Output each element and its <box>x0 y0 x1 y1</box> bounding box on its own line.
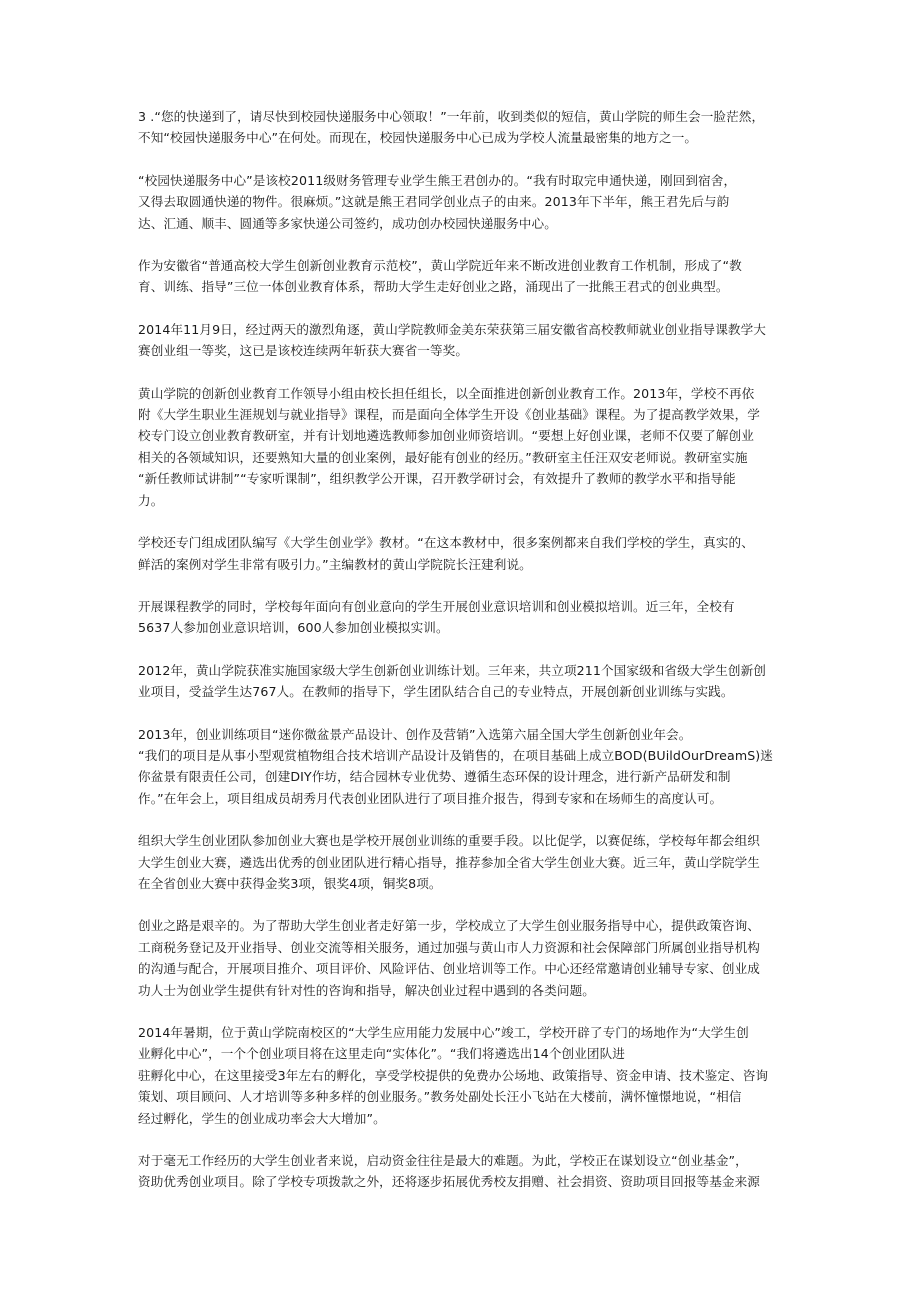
text-line: 附《大学生职业生涯规划与就业指导》课程，而是面向全体学生开设《创业基础》课程。为了提高教学效果，学 <box>138 407 760 423</box>
text-line: 你盆景有限责任公司，创建DIY作坊，结合园林专业优势、遵循生态环保的设计理念，进行新产品研发和制 <box>138 769 731 785</box>
text-line: 力。 <box>138 492 164 508</box>
text-line: 功人士为创业学生提供有针对性的咨询和指导，解决创业过程中遇到的各类问题。 <box>138 982 595 998</box>
paragraph <box>138 532 786 575</box>
text-line: 的沟通与配合，开展项目推介、项目评价、风险评估、创业培训等工作。中心还经常邀请创业辅导专家、创业成 <box>138 961 760 977</box>
text-line: 相关的各领域知识，还要熟知大量的创业案例，最好能有创业的经历。”教研室主任汪双安老师说。教研室实施 <box>138 449 748 465</box>
text-line: 策划、项目顾问、人才培训等多种多样的创业服务。”教务处副处长汪小飞站在大楼前，满怀憧憬地说，“相信 <box>138 1089 742 1105</box>
text-line: 大学生创业大赛，遴选出优秀的创业团队进行精心指导，推荐参加全省大学生创业大赛。近三年，黄山学院学生 <box>138 854 760 870</box>
paragraph <box>138 106 786 149</box>
text-line: 达、汇通、顺丰、圆通等多家快递公司签约，成功创办校园快递服务中心。 <box>138 215 557 231</box>
text-line: 驻孵化中心，在这里接受3年左右的孵化，享受学校提供的免费办公场地、政策指导、资金申请、技术鉴定、咨询 <box>138 1067 769 1083</box>
text-line: 工商税务登记及开业指导、创业交流等相关服务，通过加强与黄山市人力资源和社会保障部门所属创业指导机构 <box>138 939 760 955</box>
text-line: 业孵化中心”，一个个创业项目将在这里走向“实体化”。“我们将遴选出14个创业团队进 <box>138 1046 626 1062</box>
paragraph <box>138 596 786 639</box>
document-page <box>138 106 786 1214</box>
text-line: 在全省创业大赛中获得金奖3项，银奖4项，铜奖8项。 <box>138 875 442 891</box>
text-line: 育、训练、指导”三位一体创业教育体系，帮助大学生走好创业之路，涌现出了一批熊王君式的创业典型。 <box>138 279 729 295</box>
paragraph <box>138 255 786 298</box>
text-line: 校专门设立创业教育教研室，并有计划地遴选教师参加创业师资培训。“要想上好创业课，老师不仅要了解创业 <box>138 428 754 444</box>
text-line: 2014年11月9日，经过两天的激烈角逐，黄山学院教师金美东荣获第三届安徽省高校教师就业创业指导课教学大 <box>138 321 767 337</box>
text-line: 作为安徽省“普通高校大学生创新创业教育示范校”，黄山学院近年来不断改进创业教育工作机制，形成了“教 <box>138 258 742 274</box>
paragraph <box>138 1022 786 1129</box>
text-line: 2012年，黄山学院获准实施国家级大学生创新创业训练计划。三年来，共立项211个国家级和省级大学生创新创 <box>138 662 767 678</box>
text-line: 资助优秀创业项目。除了学校专项拨款之外，还将逐步拓展优秀校友捐赠、社会捐资、资助项目回报等基金来源 <box>138 1174 760 1190</box>
text-line: “校园快递服务中心”是该校2011级财务管理专业学生熊王君创办的。“我有时取完申通快递，刚回到宿舍， <box>138 172 737 188</box>
paragraph <box>138 319 786 362</box>
text-line: “我们的项目是从事小型观赏植物组合技术培训产品设计及销售的，在项目基础上成立BOD(BUildOurDreamS)迷 <box>138 747 773 763</box>
paragraph <box>138 830 786 894</box>
text-line: 3 .“您的快递到了，请尽快到校园快递服务中心领取！”一年前，收到类似的短信，黄山学院的师生会一脸茫然， <box>138 109 765 124</box>
paragraph <box>138 1150 786 1193</box>
text-line: 开展课程教学的同时，学校每年面向有创业意向的学生开展创业意识培训和创业模拟培训。近三年，全校有 <box>138 598 735 614</box>
paragraph <box>138 170 786 234</box>
text-line: 学校还专门组成团队编写《大学生创业学》教材。“在这本教材中，很多案例都来自我们学校的学生，真实的、 <box>138 535 754 551</box>
text-line: 组织大学生创业团队参加创业大赛也是学校开展创业训练的重要手段。以比促学，以赛促练，学校每年都会组织 <box>138 833 760 849</box>
text-line: 赛创业组一等奖，这已是该校连续两年斩获大赛省一等奖。 <box>138 343 469 359</box>
text-line: 2013年，创业训练项目“迷你微盆景产品设计、创作及营销”入选第六届全国大学生创新创业年会。 <box>138 726 692 742</box>
paragraph <box>138 383 786 511</box>
text-line: 黄山学院的创新创业教育工作领导小组由校长担任组长，以全面推进创新创业教育工作。2013年，学校不再依 <box>138 385 755 401</box>
text-line: 经过孵化，学生的创业成功率会大大增加”。 <box>138 1110 386 1126</box>
text-line: 创业之路是艰辛的。为了帮助大学生创业者走好第一步，学校成立了大学生创业服务指导中心，提供政策咨询、 <box>138 918 760 934</box>
text-line: 业项目，受益学生达767人。在教师的指导下，学生团队结合自己的专业特点，开展创新创业训练与实践。 <box>138 684 734 700</box>
text-line: 5637人参加创业意识培训，600人参加创业模拟实训。 <box>138 620 449 636</box>
paragraph <box>138 660 786 703</box>
text-line: 对于毫无工作经历的大学生创业者来说，启动资金往往是最大的难题。为此，学校正在谋划设立“创业基金”， <box>138 1153 748 1169</box>
text-line: 又得去取圆通快递的物件。很麻烦。”这就是熊王君同学创业点子的由来。2013年下半年，熊王君先后与韵 <box>138 194 730 210</box>
text-line: “新任教师试讲制”“专家听课制”，组织教学公开课，召开教学研讨会，有效提升了教师的教学水平和指导能 <box>138 471 736 487</box>
paragraph <box>138 724 786 810</box>
text-line: 鲜活的案例对学生非常有吸引力。”主编教材的黄山学院院长汪建利说。 <box>138 556 532 572</box>
text-line: 不知“校园快递服务中心”在何处。而现在，校园快递服务中心已成为学校人流量最密集的地方之一。 <box>138 130 698 146</box>
text-line: 2014年暑期，位于黄山学院南校区的“大学生应用能力发展中心”竣工，学校开辟了专门的场地作为“大学生创 <box>138 1025 749 1040</box>
text-line: 作。”在年会上，项目组成员胡秀月代表创业团队进行了项目推介报告，得到专家和在场师生的高度认可。 <box>138 790 723 806</box>
paragraph <box>138 915 786 1001</box>
